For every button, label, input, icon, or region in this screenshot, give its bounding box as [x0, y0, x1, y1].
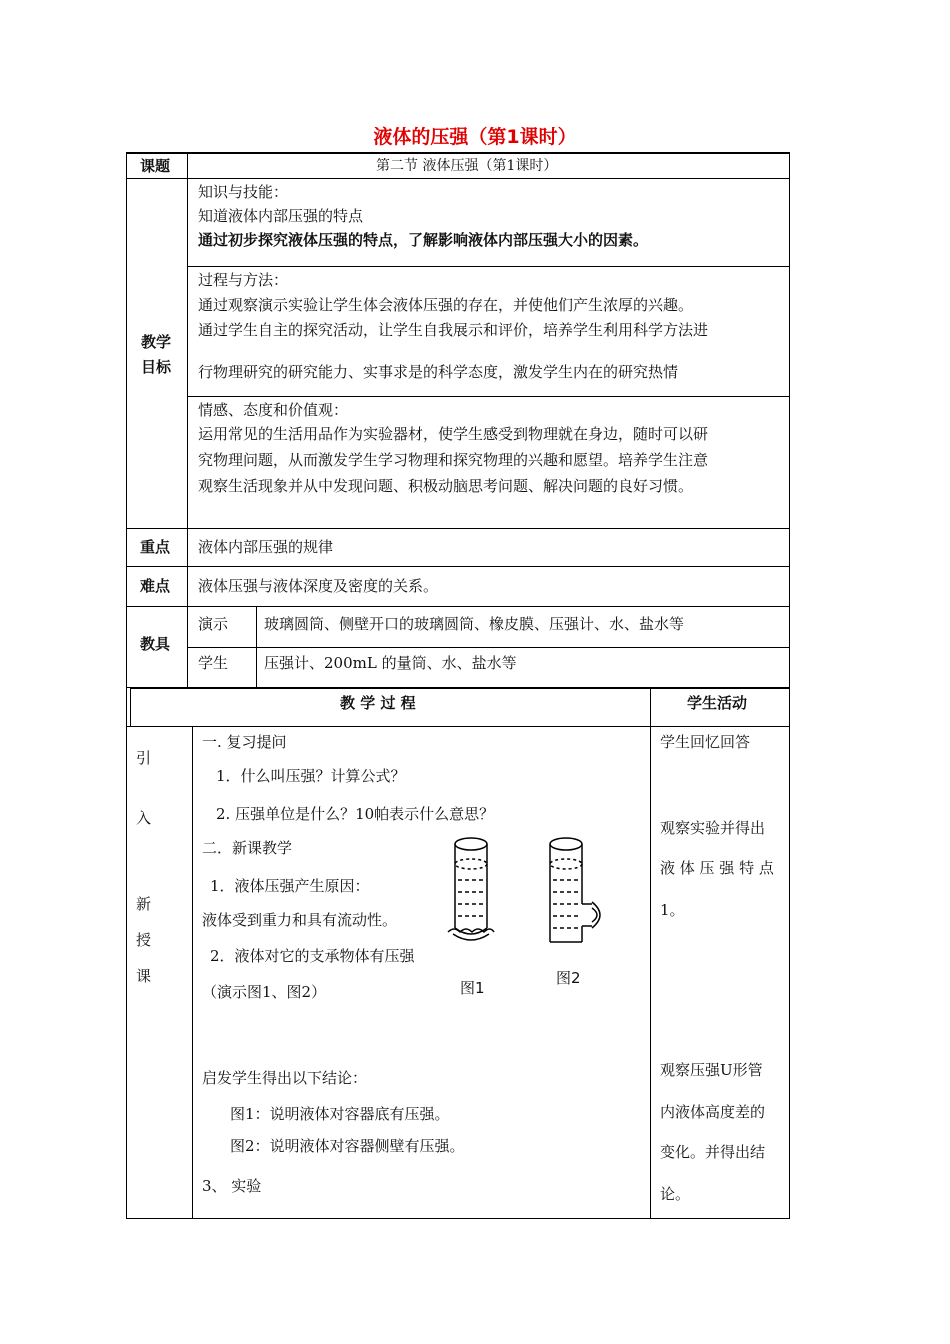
side-label: 新: [136, 895, 152, 913]
side-label: 引: [136, 749, 152, 767]
difficulty-label: 难点: [140, 577, 171, 595]
equipment-demo-value: 玻璃圆筒、侧壁开口的玻璃圆筒、橡皮膜、压强计、水、盐水等: [264, 615, 685, 633]
side-label: 授: [136, 931, 152, 949]
point-2: 2．液体对它的支承物体有压强: [210, 947, 415, 965]
figure-2-cylinder: [550, 838, 600, 942]
activity-line: 内液体高度差的: [660, 1103, 766, 1121]
question-1: 1．什么叫压强？计算公式？: [216, 767, 406, 785]
process-line: 行物理研究的研究能力、实事求是的科学态度，激发学生内在的研究热情: [198, 363, 679, 381]
figure-2-caption: 图2: [556, 969, 581, 987]
key-point-value: 液体内部压强的规律: [198, 538, 334, 556]
page-title: 液体的压强（第1课时）: [373, 126, 577, 148]
activity-line: 论。: [660, 1185, 691, 1203]
emotion-line: 究物理问题，从而激发学生学习物理和探究物理的兴趣和愿望。培养学生注意: [198, 451, 709, 469]
point-1: 1．液体压强产生原因：: [210, 877, 370, 895]
experiment-heading: 3、 实验: [202, 1177, 262, 1195]
topic-value: 第二节 液体压强（第1课时）: [376, 158, 558, 174]
activity-line: 学生回忆回答: [660, 733, 751, 751]
conclusion-intro: 启发学生得出以下结论：: [202, 1069, 368, 1087]
point-2-detail: （演示图1、图2）: [202, 983, 327, 1001]
key-point-label: 重点: [140, 538, 171, 556]
side-label: 入: [136, 809, 152, 827]
conclusion-2: 图2：说明液体对容器侧壁有压强。: [230, 1137, 465, 1155]
activity-line: 液 体 压 强 特 点: [660, 859, 774, 877]
activity-line: 1。: [660, 901, 685, 919]
side-label: 课: [136, 967, 152, 985]
process-line: 通过学生自主的探究活动，让学生自我展示和评价，培养学生利用科学方法进: [198, 321, 709, 339]
conclusion-1: 图1：说明液体对容器底有压强。: [230, 1105, 450, 1123]
equipment-student-label: 学生: [198, 654, 229, 672]
equipment-label: 教具: [140, 635, 171, 653]
figure-1-caption: 图1: [460, 979, 485, 997]
equipment-student-value: 压强计、200mL 的量筒、水、盐水等: [264, 654, 517, 672]
apparatus-diagram: [440, 830, 620, 950]
activity-header: 学生活动: [687, 694, 748, 712]
point-1-detail: 液体受到重力和具有流动性。: [202, 911, 398, 929]
question-2: 2. 压强单位是什么？10帕表示什么意思？: [216, 805, 495, 823]
emotion-line: 观察生活现象并从中发现问题、积极动脑思考问题、解决问题的良好习惯。: [198, 477, 694, 495]
activity-line: 变化。并得出结: [660, 1143, 766, 1161]
activity-line: 观察实验并得出: [660, 819, 766, 837]
process-header: 教 学 过 程: [340, 694, 416, 712]
emotion-heading: 情感、态度和价值观：: [198, 401, 349, 419]
knowledge-line: 知道液体内部压强的特点: [198, 207, 364, 225]
difficulty-value: 液体压强与液体深度及密度的关系。: [198, 577, 439, 595]
figure-1-cylinder: [448, 838, 494, 940]
equipment-demo-label: 演示: [198, 615, 229, 633]
process-heading: 过程与方法：: [198, 271, 289, 289]
new-lesson-heading: 二．新课教学: [202, 839, 293, 857]
objectives-label-1: 教学: [141, 333, 172, 351]
knowledge-line: 通过初步探究液体压强的特点，了解影响液体内部压强大小的因素。: [198, 231, 649, 249]
emotion-line: 运用常见的生活用品作为实验器材，使学生感受到物理就在身边，随时可以研: [198, 425, 709, 443]
activity-line: 观察压强U形管: [660, 1061, 763, 1079]
knowledge-heading: 知识与技能：: [198, 183, 289, 201]
objectives-label-2: 目标: [141, 358, 172, 376]
review-heading: 一. 复习提问: [202, 733, 287, 751]
topic-label: 课题: [140, 157, 171, 175]
process-line: 通过观察演示实验让学生体会液体压强的存在，并使他们产生浓厚的兴趣。: [198, 296, 694, 314]
